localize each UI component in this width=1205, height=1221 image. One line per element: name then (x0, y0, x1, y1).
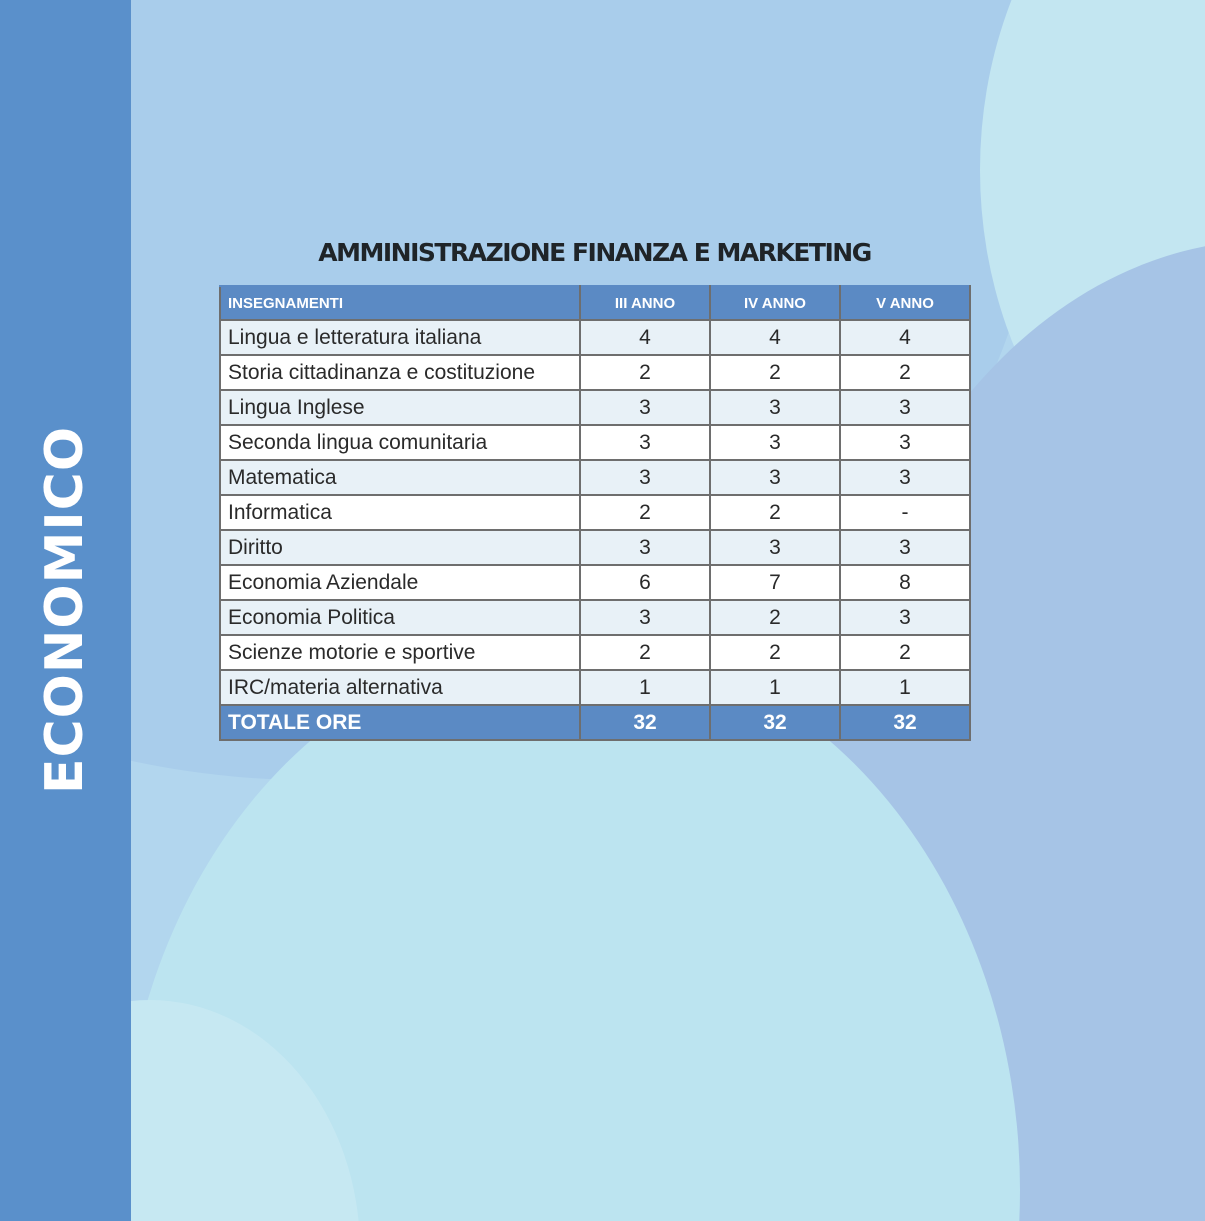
subject-cell: Informatica (220, 495, 580, 530)
total-cell: 32 (840, 705, 970, 740)
column-header-subjects: INSEGNAMENTI (220, 286, 580, 320)
hours-cell: 6 (580, 565, 710, 600)
hours-cell: 3 (710, 390, 840, 425)
table-row (220, 670, 970, 705)
total-label: TOTALE ORE (220, 705, 580, 740)
hours-cell: 4 (580, 320, 710, 355)
total-row (220, 705, 970, 740)
table-row (220, 495, 970, 530)
hours-cell: 2 (580, 635, 710, 670)
hours-cell: 3 (580, 460, 710, 495)
hours-cell: 1 (580, 670, 710, 705)
hours-cell: 3 (840, 390, 970, 425)
subject-cell: Lingua e letteratura italiana (220, 320, 580, 355)
page-title: AMMINISTRAZIONE FINANZA E MARKETING (318, 238, 871, 267)
subject-cell: Matematica (220, 460, 580, 495)
hours-cell: 8 (840, 565, 970, 600)
hours-cell: 3 (580, 600, 710, 635)
subject-cell: IRC/materia alternativa (220, 670, 580, 705)
subject-cell: Scienze motorie e sportive (220, 635, 580, 670)
hours-cell: 3 (840, 600, 970, 635)
hours-cell: 3 (710, 460, 840, 495)
table-row (220, 320, 970, 355)
hours-cell: 3 (710, 530, 840, 565)
total-cell: 32 (710, 705, 840, 740)
hours-cell: 4 (710, 320, 840, 355)
curriculum-table (219, 285, 971, 741)
total-cell: 32 (580, 705, 710, 740)
hours-cell: 3 (840, 530, 970, 565)
hours-cell: 2 (710, 355, 840, 390)
hours-cell: 2 (710, 495, 840, 530)
subject-cell: Economia Politica (220, 600, 580, 635)
column-header-year-5: V ANNO (840, 286, 970, 320)
table-row (220, 635, 970, 670)
hours-cell: 2 (580, 495, 710, 530)
table-row (220, 460, 970, 495)
subject-cell: Diritto (220, 530, 580, 565)
subject-cell: Seconda lingua comunitaria (220, 425, 580, 460)
hours-cell: 3 (840, 460, 970, 495)
subject-cell: Storia cittadinanza e costituzione (220, 355, 580, 390)
hours-cell: 3 (580, 530, 710, 565)
hours-cell: 2 (710, 635, 840, 670)
sidebar (0, 0, 131, 1221)
subject-cell: Economia Aziendale (220, 565, 580, 600)
table-row (220, 390, 970, 425)
table-header-row (220, 286, 970, 320)
hours-cell: 3 (580, 390, 710, 425)
table-row (220, 425, 970, 460)
column-header-year-3: III ANNO (580, 286, 710, 320)
hours-cell: 3 (840, 425, 970, 460)
hours-cell: 2 (840, 635, 970, 670)
hours-cell: - (840, 495, 970, 530)
hours-cell: 3 (580, 425, 710, 460)
table-row (220, 565, 970, 600)
table-row (220, 600, 970, 635)
table-row (220, 355, 970, 390)
hours-cell: 2 (710, 600, 840, 635)
subject-cell: Lingua Inglese (220, 390, 580, 425)
hours-cell: 7 (710, 565, 840, 600)
column-header-year-4: IV ANNO (710, 286, 840, 320)
hours-cell: 1 (710, 670, 840, 705)
table-row (220, 530, 970, 565)
hours-cell: 2 (580, 355, 710, 390)
hours-cell: 1 (840, 670, 970, 705)
hours-cell: 4 (840, 320, 970, 355)
sidebar-label: ECONOMICO (35, 425, 95, 795)
hours-cell: 2 (840, 355, 970, 390)
hours-cell: 3 (710, 425, 840, 460)
